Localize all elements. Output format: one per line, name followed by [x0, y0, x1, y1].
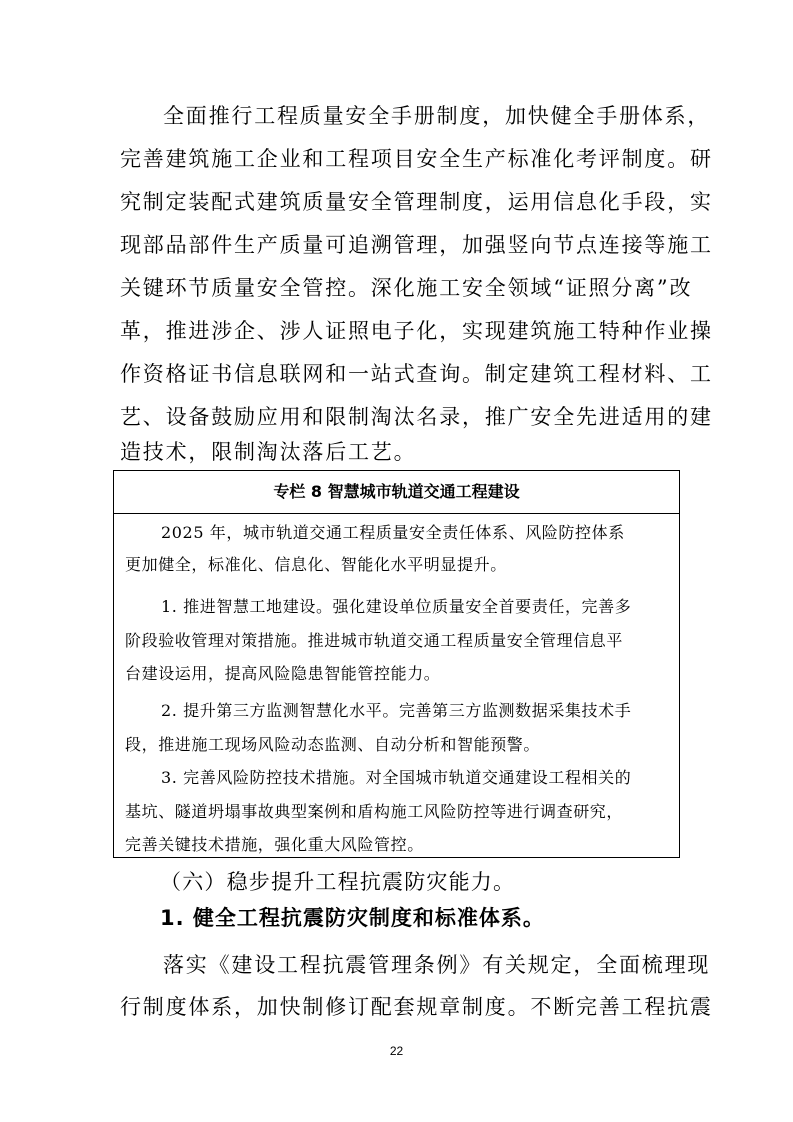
- body-line: 作资格证书信息联网和一站式查询。制定建筑工程材料、工: [120, 362, 713, 386]
- body-line: 造技术，限制淘汰落后工艺。: [120, 440, 417, 464]
- box-line: 段，推进施工现场风险动态监测、自动分析和智能预警。: [125, 735, 541, 754]
- feature-box: [113, 470, 680, 858]
- body-line: 行制度体系，加快制修订配套规章制度。不断完善工程抗震: [120, 995, 713, 1019]
- body-line: 革，推进涉企、涉人证照电子化，实现建筑施工特种作业操: [120, 319, 713, 343]
- box-line: 台建设运用，提高风险隐患智能管控能力。: [125, 664, 441, 683]
- body-line: 全面推行工程质量安全手册制度，加快健全手册体系，: [163, 104, 711, 128]
- box-line: 1. 推进智慧工地建设。强化建设单位质量安全首要责任，完善多: [161, 597, 632, 616]
- box-line: 基坑、隧道坍塌事故典型案例和盾构施工风险防控等进行调查研究，: [125, 802, 624, 821]
- body-line: 完善建筑施工企业和工程项目安全生产标准化考评制度。研: [120, 147, 713, 171]
- feature-box-title: 专栏 8 智慧城市轨道交通工程建设: [114, 471, 679, 514]
- page-number: 22: [389, 1044, 404, 1058]
- box-line: 2025 年，城市轨道交通工程质量安全责任体系、风险防控体系: [161, 523, 625, 542]
- box-line: 更加健全，标准化、信息化、智能化水平明显提升。: [125, 555, 507, 574]
- subsection-title: 1. 健全工程抗震防灾制度和标准体系。: [160, 906, 545, 930]
- box-line: 完善关键技术措施，强化重大风险管控。: [125, 835, 424, 854]
- body-line: 现部品部件生产质量可追溯管理，加强竖向节点连接等施工: [120, 233, 713, 257]
- box-line: 阶段验收管理对策措施。推进城市轨道交通工程质量安全管理信息平: [125, 631, 624, 650]
- body-line: 落实《建设工程抗震管理条例》有关规定，全面梳理现: [163, 953, 711, 977]
- body-line: 关键环节质量安全管控。深化施工安全领域“证照分离”改: [120, 276, 693, 300]
- section-title: （六）稳步提升工程抗震防灾能力。: [160, 870, 516, 894]
- body-line: 艺、设备鼓励应用和限制淘汰名录，推广安全先进适用的建: [120, 405, 713, 429]
- box-line: 2. 提升第三方监测智慧化水平。完善第三方监测数据采集技术手: [161, 701, 632, 720]
- body-line: 究制定装配式建筑质量安全管理制度，运用信息化手段，实: [120, 190, 713, 214]
- box-line: 3. 完善风险防控技术措施。对全国城市轨道交通建设工程相关的: [161, 768, 632, 787]
